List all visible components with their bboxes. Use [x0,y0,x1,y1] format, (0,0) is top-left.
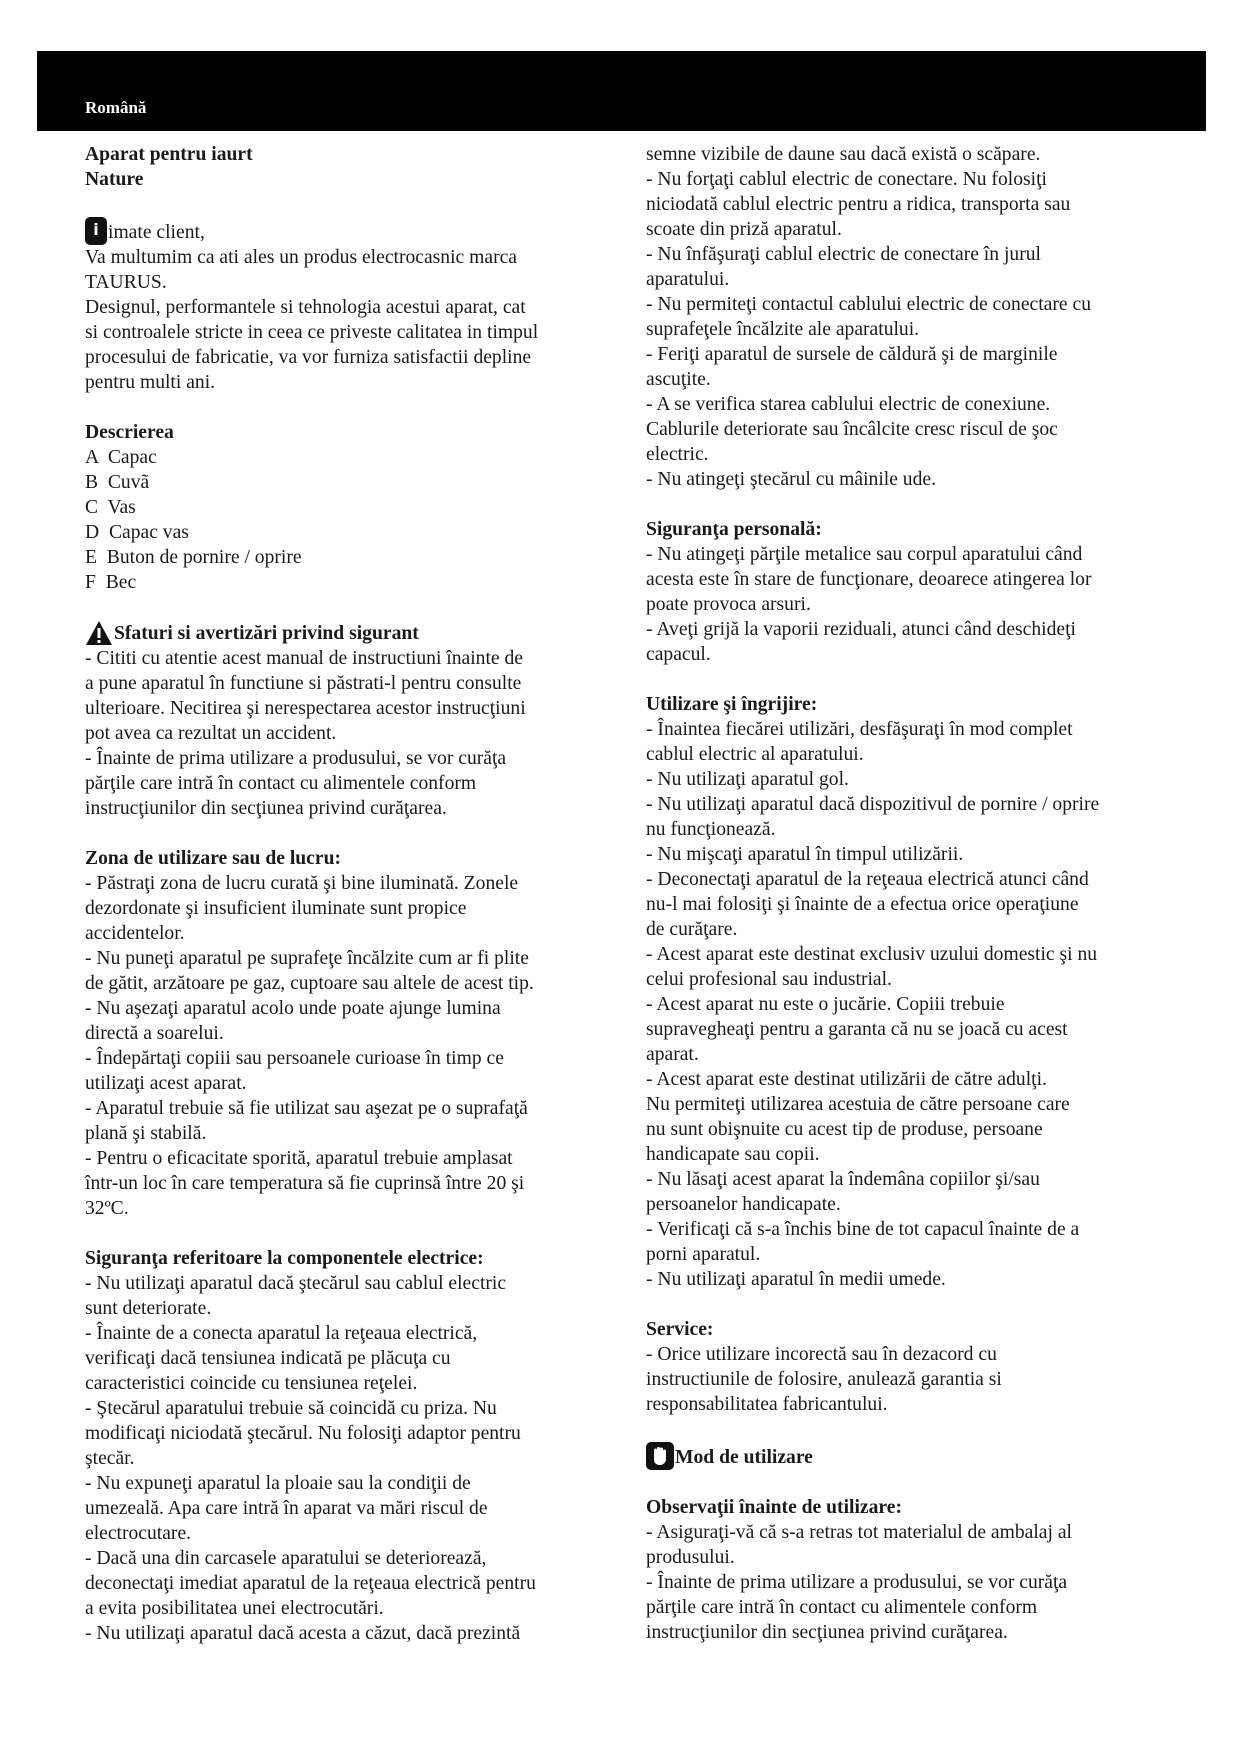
text-line: sunt deteriorate. [85,1298,212,1319]
text-line: instrucţiunilor din secţiunea privind curăţarea. [85,798,447,819]
text-line: - Înaintea fiecărei utilizări, desfăşuraţi în mod complet [646,719,1073,740]
text-line: părţile care intră în contact cu alimentele conform [85,773,477,794]
observations-heading: Observaţii înainte de utilizare: [646,1497,902,1518]
electrical-safety-continued [646,142,1181,492]
text-line: - Nu utilizaţi aparatul gol. [646,769,849,790]
text-line: într-un loc în care temperatura să fie cuprinsă între 20 şi [85,1173,525,1194]
list-item: B Cuvã [85,472,150,493]
text-line: ulterioare. Necitirea şi nerespectarea acestor instrucţiuni [85,698,526,719]
text-line: - Orice utilizare incorectă sau în dezacord cu [646,1344,997,1365]
text-line: - Înainte de prima utilizare a produsului, se vor curăţa [646,1572,1068,1593]
text-line: porni aparatul. [646,1244,761,1265]
text-line: caracteristici coincide cu tensiunea reţelei. [85,1373,418,1394]
text-line: - Aparatul trebuie să fie utilizat sau aşezat pe o suprafaţă [85,1098,528,1119]
text-line: - Acest aparat este destinat exclusiv uzului domestic şi nu [646,944,1098,965]
text-line: poate provoca arsuri. [646,594,811,615]
text-line: supravegheaţi pentru a garanta că nu se joacă cu acest [646,1019,1068,1040]
description-heading: Descrierea [85,422,174,443]
text-line: - Nu permiteţi contactul cablului electric de conectare cu [646,294,1091,315]
observations-paragraph [646,1520,1181,1645]
text-line: - Nu puneţi aparatul pe suprafeţe încălzite cum ar fi plite [85,948,529,969]
text-line: - Nu atingeţi ştecărul cu mâinile ude. [646,469,936,490]
text-line: Nu permiteţi utilizarea acestuia de către persoane care [646,1094,1070,1115]
list-item: A Capac [85,447,157,468]
text-line: - Nu utilizaţi aparatul dacă acesta a căzut, dacă prezintă [85,1623,521,1644]
text-line: - Nu forţaţi cablul electric de conectare. Nu folosiţi [646,169,1047,190]
list-item: D Capac vas [85,522,189,543]
text-line: - Nu utilizaţi aparatul dacă ştecărul sau cablul electric [85,1273,507,1294]
text-line: părţile care intră în contact cu alimentele conform [646,1597,1038,1618]
service-paragraph [646,1342,1181,1417]
hand-icon [646,1442,674,1470]
text-line: - Acest aparat nu este o jucărie. Copiii trebuie [646,994,1005,1015]
text-line: instrucţiunilor din secţiunea privind curăţarea. [646,1622,1008,1643]
text-line: - Nu expuneţi aparatul la ploaie sau la condiţii de [85,1473,471,1494]
text-line: accidentelor. [85,923,185,944]
text-line: suprafeţele încălzite ale aparatului. [646,319,920,340]
personal-safety-paragraph [646,542,1181,667]
text-line: - Verificaţi că s-a închis bine de tot capacul înainte de a [646,1219,1080,1240]
mode-heading: Mod de utilizare [675,1447,813,1468]
text-line: utilizaţi acest aparat. [85,1073,247,1094]
left-column [85,142,610,1646]
text-line: nu-l mai folosiţi şi înainte de a efectua orice operaţiune [646,894,1079,915]
text-line: - Deconectaţi aparatul de la reţeaua electrică atunci când [646,869,1089,890]
text-line: scoate din priză aparatul. [646,219,842,240]
list-item: C Vas [85,497,136,518]
right-column [646,142,1181,1645]
text-line: celui profesional sau industrial. [646,969,892,990]
text-line: - Asiguraţi-vă că s-a retras tot materialul de ambalaj al [646,1522,1072,1543]
text-line: electrocutare. [85,1523,192,1544]
electrical-safety-paragraph [85,1271,610,1646]
work-area-paragraph [85,871,610,1221]
text-line: ştecăr. [85,1448,135,1469]
text-line: niciodată cablul electric pentru a ridica, transporta sau [646,194,1071,215]
text-line: electric. [646,444,709,465]
text-line: acesta este în stare de funcţionare, deoarece atingerea lor [646,569,1092,590]
text-line: - Nu lăsaţi acest aparat la îndemâna copiilor şi/sau [646,1169,1040,1190]
text-line: - Păstraţi zona de lucru curată şi bine iluminată. Zonele [85,873,519,894]
text-line: a pune aparatul în functiune si păstrati-l pentru consulte [85,673,522,694]
text-line: Designul, performantele si tehnologia acestui aparat, cat [85,297,526,318]
text-line: a evita posibilitatea unei electrocutări. [85,1598,384,1619]
safety-heading: Sfaturi si avertizări privind sigurant [114,623,419,644]
text-line: dezordonate şi insuficient iluminate sunt propice [85,898,467,919]
text-line: - Nu utilizaţi aparatul dacă dispozitivul de pornire / oprire [646,794,1100,815]
text-line: capacul. [646,644,711,665]
text-line: - Ştecărul aparatului trebuie să coincidă cu priza. Nu [85,1398,497,1419]
text-line: verificaţi dacă tensiunea indicată pe plăcuţa cu [85,1348,451,1369]
text-line: responsabilitatea fabricantului. [646,1394,888,1415]
text-line: Va multumim ca ati ales un produs electrocasnic marca [85,247,517,268]
intro-paragraph [85,245,610,395]
list-item: F Bec [85,572,137,593]
product-title: Aparat pentru iaurt [85,144,253,165]
text-line: procesului de fabricatie, va vor furniza satisfactii depline [85,347,532,368]
text-line: ascuţite. [646,369,711,390]
usage-care-paragraph [646,717,1181,1292]
text-line: cablul electric al aparatului. [646,744,864,765]
greeting-line [85,217,610,245]
text-line: umezeală. Apa care intră în aparat va mări riscul de [85,1498,488,1519]
text-line: - Nu atingeţi părţile metalice sau corpul aparatului când [646,544,1083,565]
safety-paragraph [85,646,610,821]
text-line: semne vizibile de daune sau dacă există o scăpare. [646,144,1041,165]
usage-care-heading: Utilizare şi îngrijire: [646,694,818,715]
text-line: instructiunile de folosire, anulează garantia si [646,1369,1002,1390]
list-item: E Buton de pornire / oprire [85,547,302,568]
text-line: - Înainte de prima utilizare a produsului, se vor curăţa [85,748,507,769]
text-line: - A se verifica starea cablului electric de conexiune. [646,394,1051,415]
electrical-safety-heading: Siguranţa referitoare la componentele electrice: [85,1248,484,1269]
description-list [85,445,610,595]
info-icon: i [85,217,107,245]
text-line: produsului. [646,1547,735,1568]
text-line: - Acest aparat este destinat utilizării de către adulţi. [646,1069,1047,1090]
text-line: - Aveţi grijă la vaporii reziduali, atunci când deschideţi [646,619,1076,640]
personal-safety-heading: Siguranţa personală: [646,519,822,540]
text-line: directă a soarelui. [85,1023,224,1044]
text-line: handicapate sau copii. [646,1144,820,1165]
greeting-text: imate client, [108,222,205,243]
product-subtitle: Nature [85,169,144,190]
text-line: - Nu înfăşuraţi cablul electric de conectare în jurul [646,244,1041,265]
text-line: modificaţi niciodată ştecărul. Nu folosiţi adaptor pentru [85,1423,521,1444]
text-line: nu funcţionează. [646,819,776,840]
text-line: - Dacă una din carcasele aparatului se deteriorează, [85,1548,487,1569]
text-line: pot avea ca rezultat un accident. [85,723,337,744]
text-line: TAURUS. [85,272,167,293]
text-line: aparat. [646,1044,699,1065]
text-line: de curăţare. [646,919,738,940]
text-line: plană şi stabilă. [85,1123,207,1144]
text-line: persoanelor handicapate. [646,1194,841,1215]
text-line: - Nu utilizaţi aparatul în medii umede. [646,1269,946,1290]
text-line: aparatului. [646,269,730,290]
text-line: - Pentru o eficacitate sporită, aparatul trebuie amplasat [85,1148,513,1169]
safety-heading-line [85,620,610,646]
text-line: deconectaţi imediat aparatul de la reţeaua electrică pentru [85,1573,536,1594]
text-line: - Nu aşezaţi aparatul acolo unde poate ajunge lumina [85,998,501,1019]
text-line: si controalele stricte in ceea ce priveste calitatea in timpul [85,322,539,343]
text-line: - Înainte de a conecta aparatul la reţeaua electrică, [85,1323,478,1344]
service-heading: Service: [646,1319,714,1340]
work-area-heading: Zona de utilizare sau de lucru: [85,848,342,869]
text-line: 32ºC. [85,1198,129,1219]
text-line: nu sunt obişnuite cu acest tip de produse, persoane [646,1119,1043,1140]
text-line: de gătit, arzătoare pe gaz, cuptoare sau altele de acest tip. [85,973,534,994]
warning-icon [85,620,113,646]
text-line: - Îndepărtaţi copiii sau persoanele curioase în timp ce [85,1048,504,1069]
text-line: - Feriţi aparatul de sursele de căldură şi de marginile [646,344,1058,365]
text-line: - Nu mişcaţi aparatul în timpul utilizării. [646,844,964,865]
text-line: pentru multi ani. [85,372,216,393]
mode-heading-line [646,1442,1181,1470]
language-label: Română [85,98,147,117]
header-bar [37,51,1206,131]
text-line: Cablurile deteriorate sau încâlcite cresc riscul de şoc [646,419,1058,440]
text-line: - Cititi cu atentie acest manual de instructiuni înainte de [85,648,523,669]
